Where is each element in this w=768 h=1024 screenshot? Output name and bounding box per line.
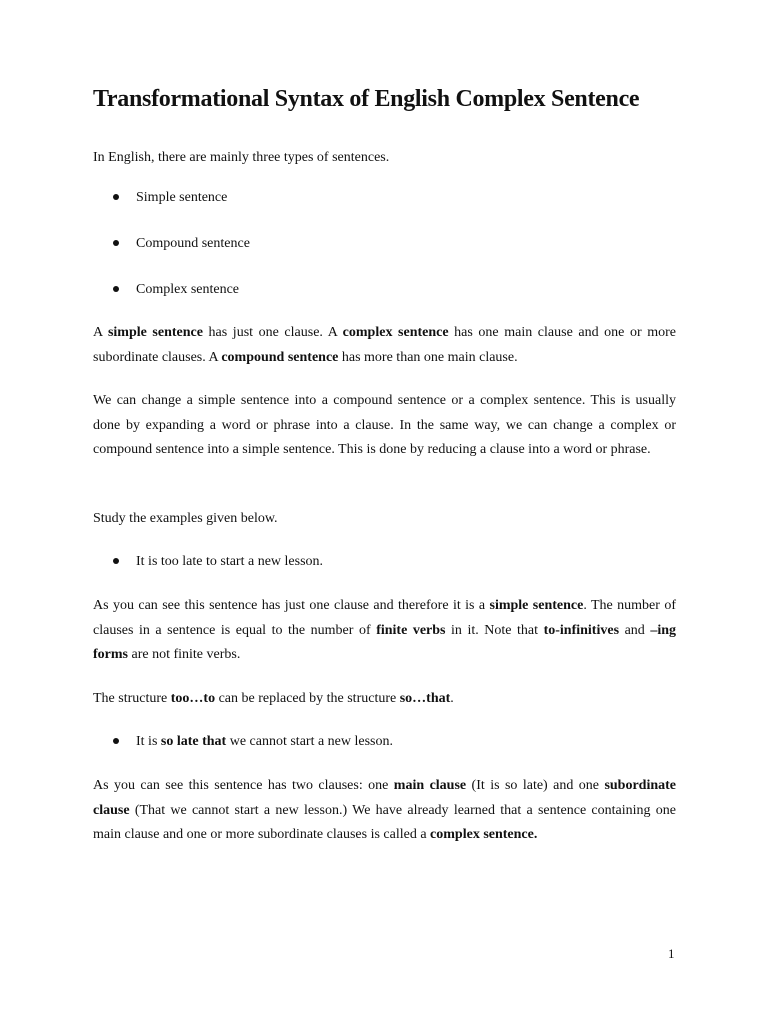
bullet-icon bbox=[113, 738, 119, 744]
transformation-paragraph: We can change a simple sentence into a compound sentence or a complex sentence. This is usually done by expanding a word or phrase into a clause. In the same way, we can change a complex or compound sentence into a simple sentence. This is done by reducing a clause into a word or phrase. bbox=[93, 393, 676, 457]
bullet-icon bbox=[113, 558, 119, 564]
intro-paragraph: In English, there are mainly three types of sentences. bbox=[93, 150, 390, 165]
page-number: 1 bbox=[668, 946, 675, 961]
explanation-paragraph: As you can see this sentence has just one clause and therefore it is a simple sentence. The number of clauses in a sentence is equal to the number of finite verbs in it. Note that to-infinitives and –ing forms are not finite verbs. bbox=[93, 598, 677, 662]
bullet-icon bbox=[113, 194, 119, 200]
examples-intro: Study the examples given below. bbox=[93, 511, 278, 526]
list-item: Compound sentence bbox=[113, 232, 250, 256]
example-item: It is so late that we cannot start a new lesson. bbox=[113, 730, 393, 754]
bullet-icon bbox=[113, 286, 119, 292]
page-title: Transformational Syntax of English Complex Sentence bbox=[93, 86, 640, 112]
example-item: It is too late to start a new lesson. bbox=[113, 550, 323, 574]
definition-paragraph: A simple sentence has just one clause. A complex sentence has one main clause and one or more subordinate clauses. A compound sentence has more than one main clause. bbox=[93, 325, 677, 365]
list-item: Complex sentence bbox=[113, 278, 239, 302]
complex-explanation-paragraph: As you can see this sentence has two clauses: one main clause (It is so late) and one subordinate clause (That we cannot start a new lesson.) We have already learned that a sentence containing one main clause and one or more subordinate clauses is called a complex sentence. bbox=[93, 778, 677, 842]
structure-paragraph: The structure too…to can be replaced by the structure so…that. bbox=[93, 691, 454, 706]
bullet-icon bbox=[113, 240, 119, 246]
list-item: Simple sentence bbox=[113, 186, 227, 210]
